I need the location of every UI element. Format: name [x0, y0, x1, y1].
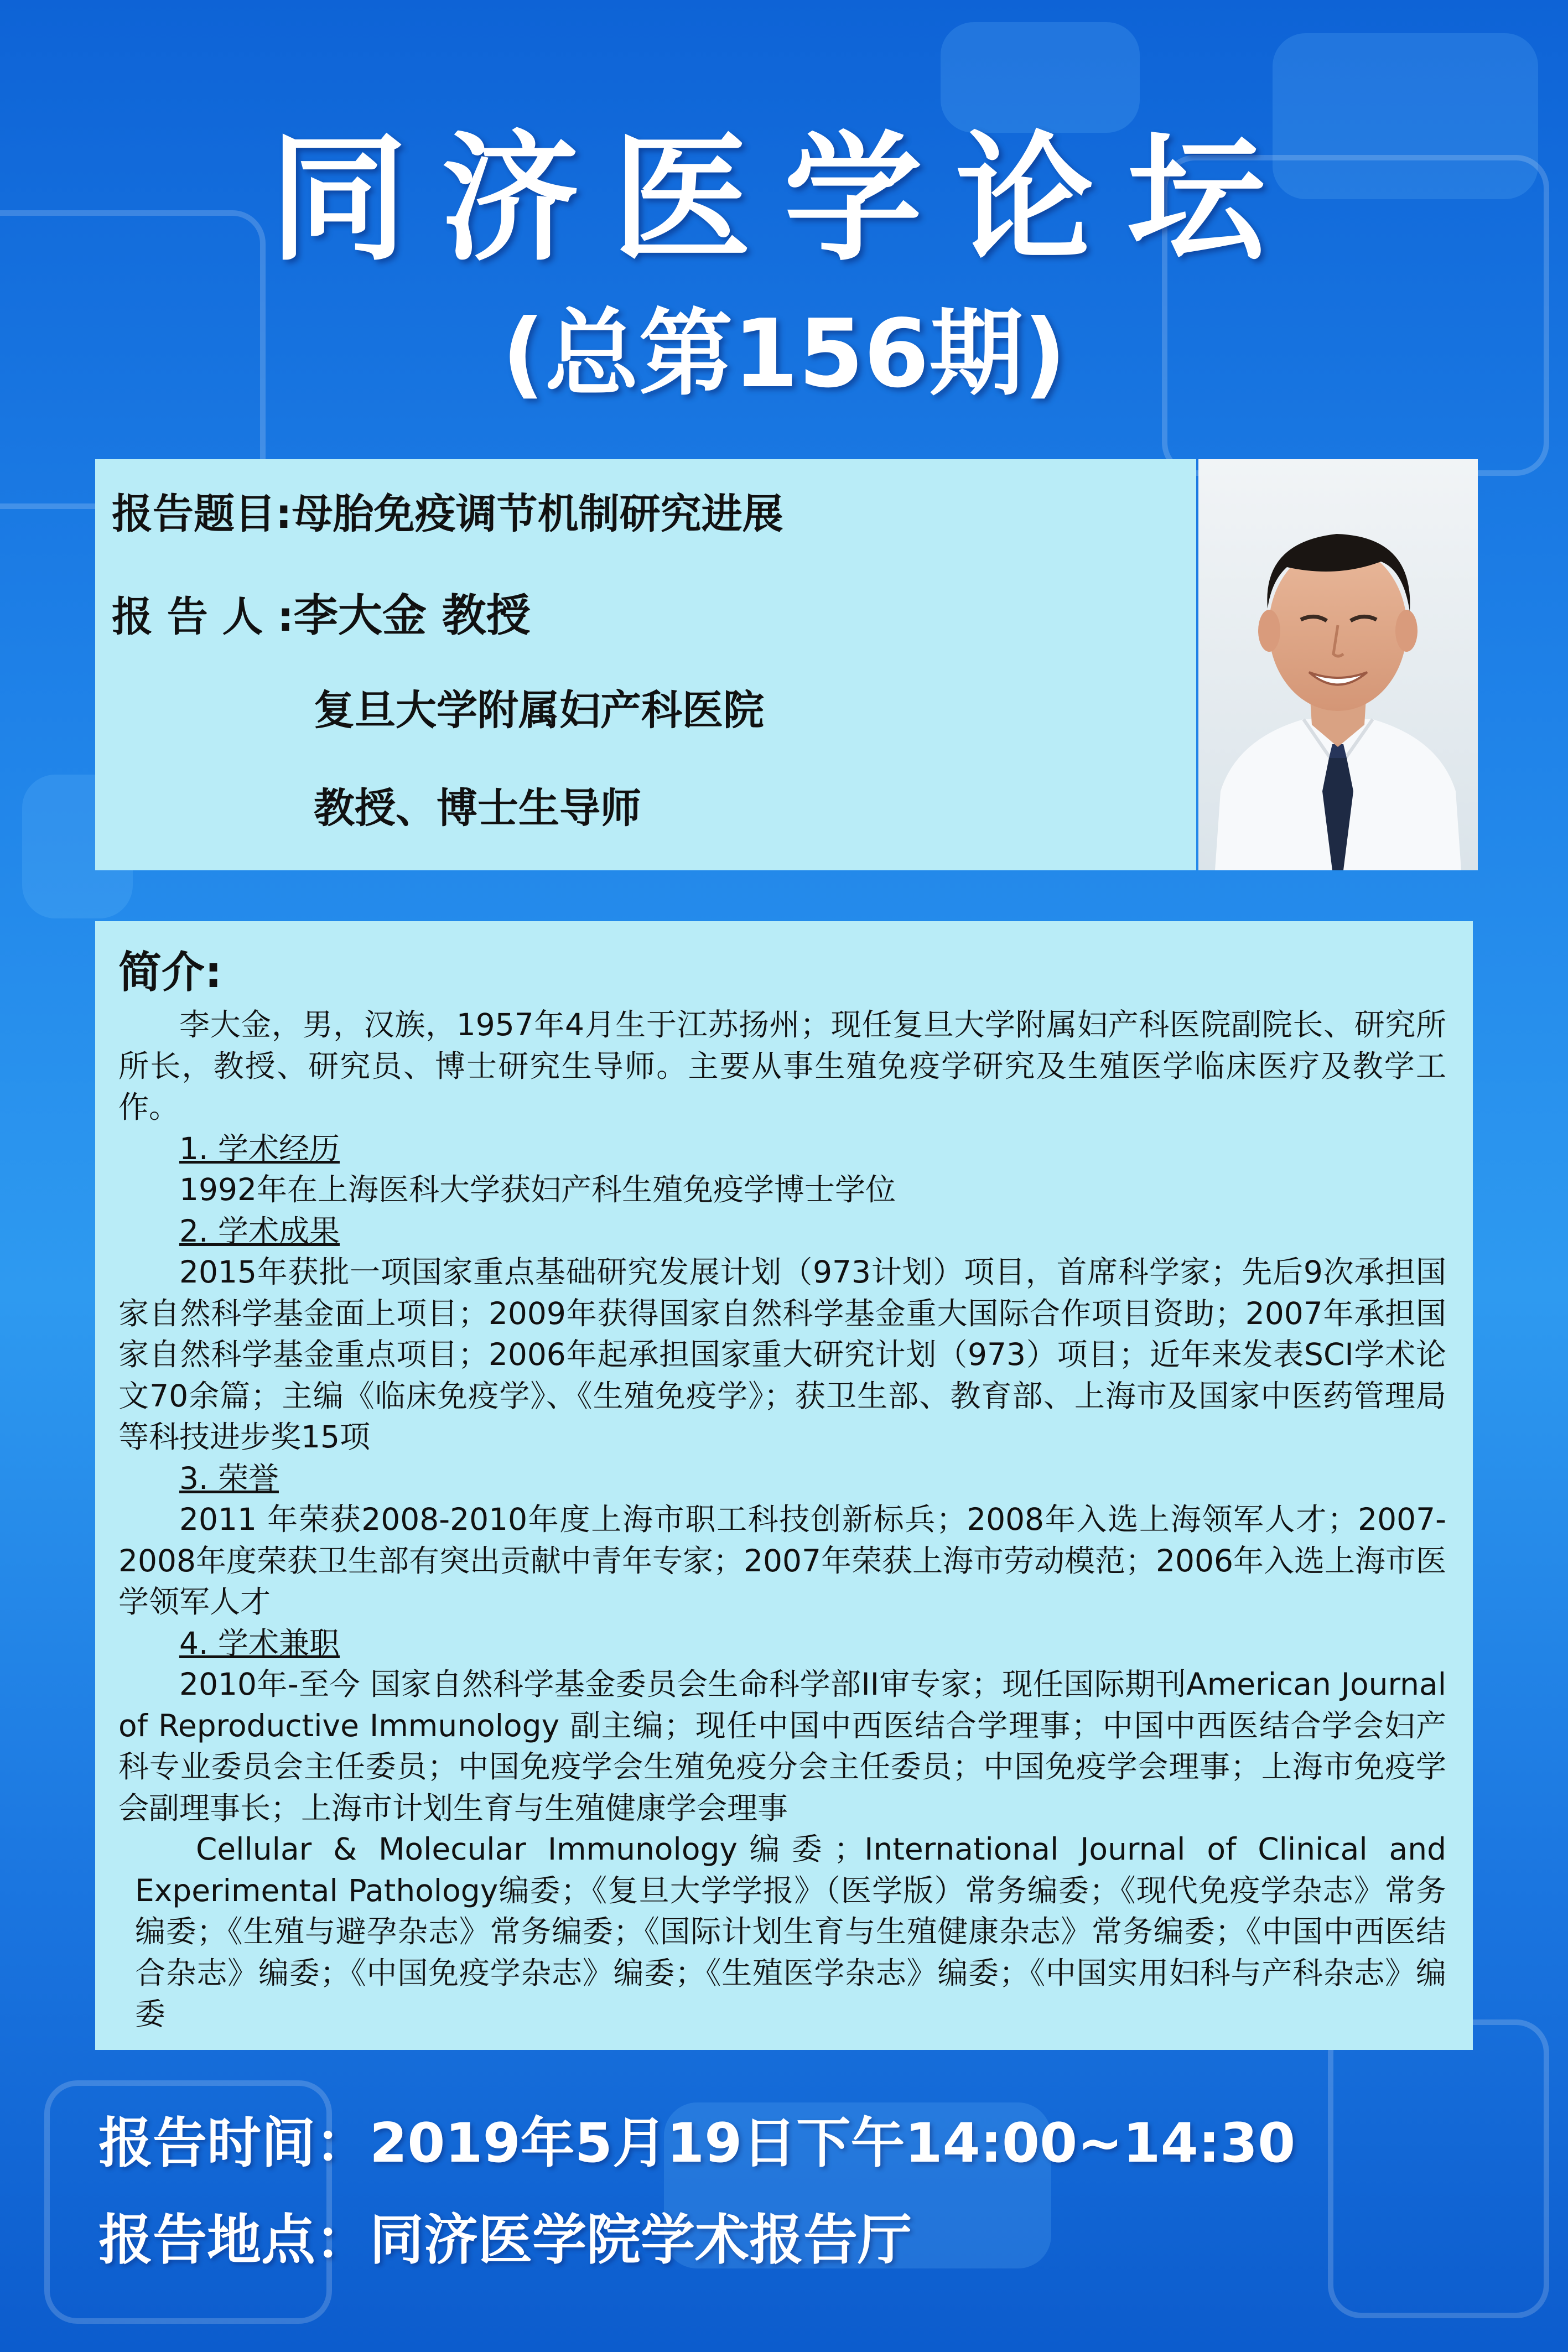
- bio-body: [118, 1004, 1446, 2035]
- bio-intro: 李大金，男，汉族，1957年4月生于江苏扬州；现任复旦大学附属妇产科医院副院长、研究所所长，教授、研究员、博士研究生导师。主要从事生殖免疫学研究及生殖医学临床医疗及教学工作。: [118, 1007, 1446, 1125]
- place-label: 报告地点：: [98, 2209, 370, 2272]
- section-text-honors: 2011 年荣获2008-2010年度上海市职工科技创新标兵；2008年入选上海领军人才；2007-2008年度荣获卫生部有突出贡献中青年专家；2007年荣获上海市劳动模范；2006年入选上海市医学领军人才: [118, 1502, 1446, 1619]
- speaker-row: [112, 580, 531, 643]
- speaker-photo: [1198, 459, 1478, 870]
- section-text-positions: 2010年-至今 国家自然科学基金委员会生命科学部II审专家；现任国际期刊American Journal of Reproductive Immunology 副主编；现任中国中西医结合学理事；中国中西医结合学会妇产科专业委员会主任委员；中国免疫学会生殖免疫分会主任委员；中国免疫学会理事；上海市免疫学会副理事长；上海市计划生育与生殖健康学会理事: [118, 1666, 1446, 1826]
- bg-tile: [1328, 2019, 1549, 2318]
- section-text-education: 1992年在上海医科大学获妇产科生殖免疫学博士学位: [179, 1172, 896, 1207]
- speaker-position: 教授、博士生导师: [314, 785, 641, 832]
- portrait-image: [1198, 459, 1478, 870]
- time-value: 2019年5月19日下午14:00~14:30: [370, 2112, 1296, 2175]
- bio-heading: 简介:: [118, 948, 222, 998]
- issue-number: (总第156期): [501, 299, 1067, 409]
- talk-info-panel: [95, 459, 1196, 870]
- talk-location: [98, 2197, 912, 2275]
- section-heading-education: 1. 学术经历: [179, 1130, 340, 1166]
- section-heading-positions: 4. 学术兼职: [179, 1625, 340, 1661]
- section-text-editorial: Cellular & Molecular Immunology编委；International Journal of Clinical and Experimental Pathology编委；《复旦大学学报》（医学版）常务编委；《现代免疫学杂志》常务编委；《生殖与避孕杂志》常务编委；《国际计划生育与生殖健康杂志》常务编委；《中国中西医结合杂志》编委；《中国免疫学杂志》编委；《生殖医学杂志》编委；《中国实用妇科与产科杂志》编委: [135, 1831, 1446, 2032]
- topic-label: 报告题目:: [112, 490, 292, 538]
- section-text-achievements: 2015年获批一项国家重点基础研究发展计划（973计划）项目，首席科学家；先后9次承担国家自然科学基金面上项目；2009年获得国家自然科学基金重大国际合作项目资助；2007年承担国家自然科学基金重点项目；2006年起承担国家重大研究计划（973）项目；近年来发表SCI学术论文70余篇；主编《临床免疫学》、《生殖免疫学》；获卫生部、教育部、上海市及国家中医药管理局等科技进步奖15项: [118, 1254, 1446, 1455]
- section-heading-achievements: 2. 学术成果: [179, 1213, 340, 1249]
- topic-value: 母胎免疫调节机制研究进展: [292, 490, 783, 538]
- bio-panel: [95, 921, 1473, 2050]
- time-label: 报告时间：: [98, 2112, 370, 2175]
- forum-title: 同济医学论坛: [269, 118, 1299, 279]
- talk-time: [98, 2100, 1295, 2178]
- speaker-name: 李大金 教授: [293, 590, 531, 641]
- topic-row: [112, 481, 783, 540]
- speaker-affiliation: 复旦大学附属妇产科医院: [314, 687, 764, 734]
- section-heading-honors: 3. 荣誉: [179, 1460, 279, 1496]
- place-value: 同济医学院学术报告厅: [370, 2209, 912, 2272]
- speaker-label: 报 告 人 :: [112, 593, 294, 641]
